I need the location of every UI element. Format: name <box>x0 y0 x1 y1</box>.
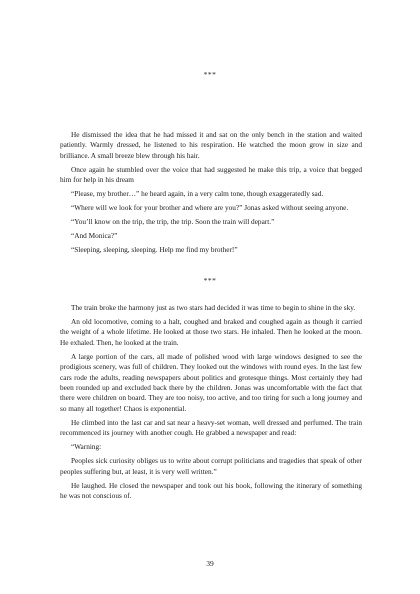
paragraph: “Warning: <box>71 442 102 452</box>
paragraph: A large portion of the cars, all made of polished wood with large windows designed to see the prodigious scenery, was full of children. They looked out the windows with round eyes. In the last few cars rode the adults, reading newspapers about politics and grotesque things. Most certainly they had been rounded up and excluded back there by the children. Jonas was uncomfortable with the fact that there were children on board. They are too noisy, too active, and too tiring for such a long journey and so many all together! Chaos is exponential. <box>60 351 362 413</box>
paragraph: Peoples sick curiosity obliges us to write about corrupt politicians and tragedies that speak of other peoples suffering but, at least, it is very well written.” <box>60 456 362 476</box>
section-separator-top: *** <box>203 70 217 79</box>
paragraph: Once again he stumbled over the voice that had suggested he make this trip, a voice that begged him for help in his dream <box>60 164 362 185</box>
paragraph: “Sleeping, sleeping, sleeping. Help me find my brother!” <box>71 245 238 255</box>
paragraph: “Please, my brother…” he heard again, in a very calm tone, though exaggeratedly sad. <box>71 189 324 199</box>
paragraph: He dismissed the idea that he had missed it and sat on the only bench in the station and waited patiently. Warmly dressed, he listened to his respiration. He watched the moon grow in size and brilliance. A small breeze blew through his hair. <box>60 130 362 160</box>
paragraph: The train broke the harmony just as two stars had decided it was time to begin to shine in the sky. <box>71 303 356 312</box>
paragraph: He climbed into the last car and sat near a heavy-set woman, well dressed and perfumed. The train recommenced its journey with another cough. He grabbed a newspaper and read: <box>60 417 362 438</box>
section-1-text <box>60 130 362 259</box>
paragraph: “Where will we look for your brother and where are you?” Jonas asked without seeing anyone. <box>71 203 349 213</box>
paragraph: He laughed. He closed the newspaper and took out his book, following the itinerary of something he was not conscious of. <box>60 480 362 501</box>
section-2-text <box>60 303 362 505</box>
paragraph: “And Monica?” <box>71 231 118 241</box>
page-number: 39 <box>206 559 214 568</box>
paragraph: An old locomotive, coming to a halt, coughed and braked and coughed again as though it carried the weight of a whole lifetime. He looked at those two stars. He inhaled. Then he looked at the moon. He exhaled. Then, he looked at the train. <box>60 317 362 347</box>
section-separator-middle: *** <box>203 276 217 285</box>
paragraph: “You’ll know on the trip, the trip, the trip. Soon the train will depart.” <box>71 217 275 227</box>
